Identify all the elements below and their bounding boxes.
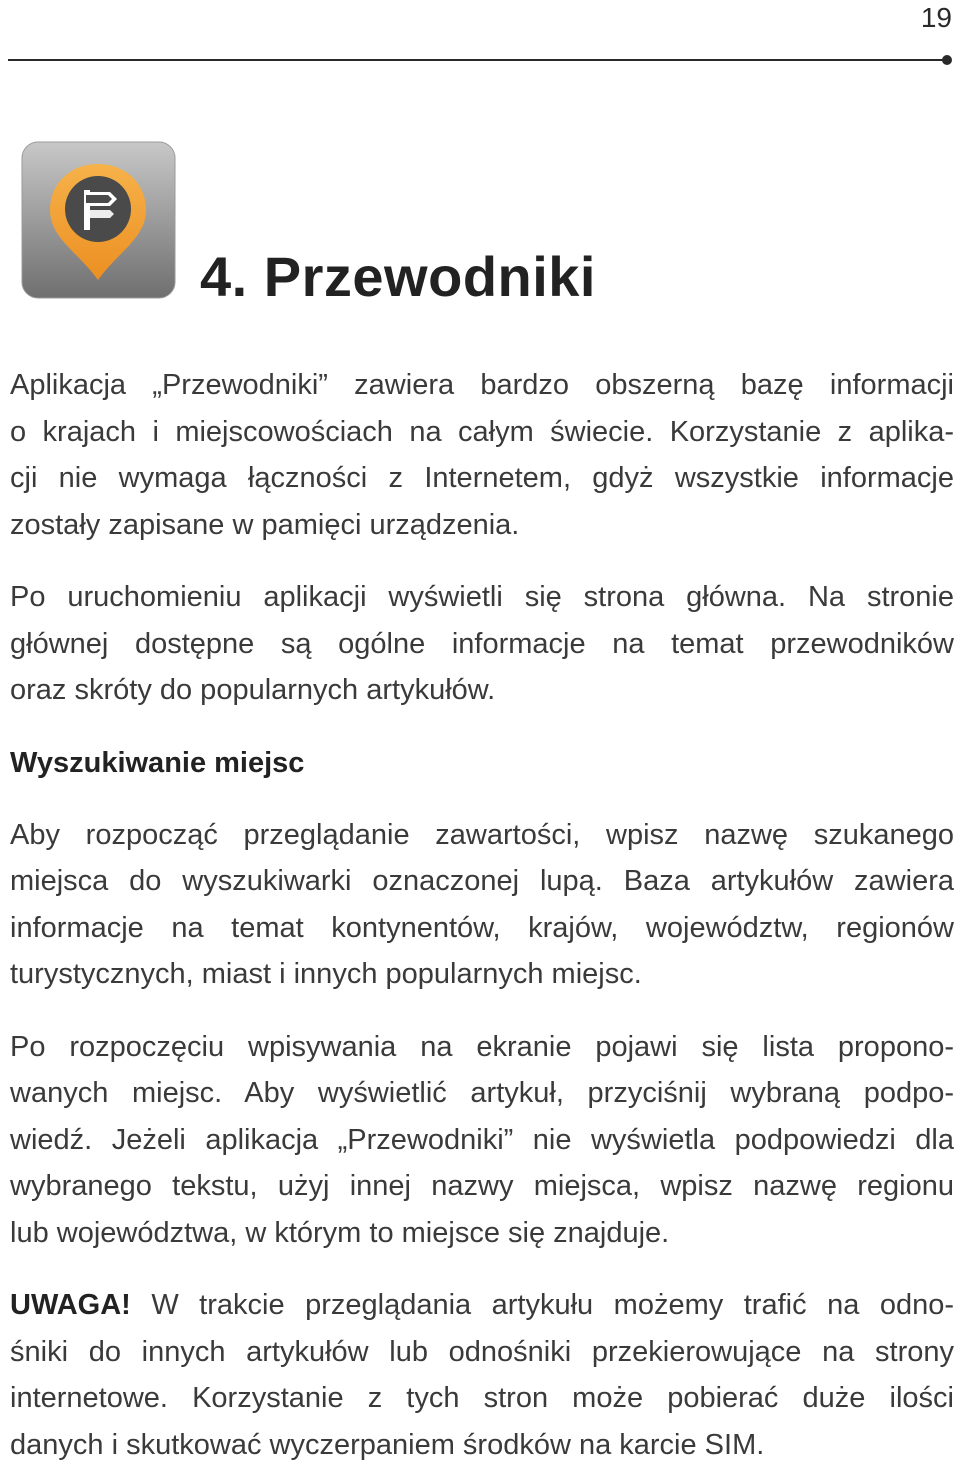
text-line: internetowe. Korzystanie z tych stron może pobierać duże ilości	[10, 1375, 954, 1422]
suggestions-paragraph	[10, 1024, 954, 1257]
page-content	[10, 362, 954, 1468]
text-line: informacje na temat kontynentów, krajów, województw, regionów	[10, 905, 954, 952]
page-number: 19	[921, 2, 952, 34]
warning-paragraph	[10, 1282, 954, 1468]
section-heading: Wyszukiwanie miejsc	[10, 740, 954, 786]
search-paragraph	[10, 812, 954, 998]
warning-label: UWAGA!	[10, 1289, 131, 1321]
text-line: o krajach i miejscowościach na całym świecie. Korzystanie z aplika-	[10, 409, 954, 456]
text-line: turystycznych, miast i innych popularnych miejsc.	[10, 951, 954, 998]
text-line: miejsca do wyszukiwarki oznaczonej lupą. Baza artykułów zawiera	[10, 858, 954, 905]
text-line: Po uruchomieniu aplikacji wyświetli się strona główna. Na stronie	[10, 574, 954, 621]
text-line: głównej dostępne są ogólne informacje na temat przewodników	[10, 621, 954, 668]
map-pin-signpost-icon	[20, 140, 177, 300]
text-line	[10, 1282, 954, 1329]
text-line: oraz skróty do popularnych artykułów.	[10, 667, 954, 714]
text-line: Aplikacja „Przewodniki” zawiera bardzo obszerną bazę informacji	[10, 362, 954, 409]
text-line: zostały zapisane w pamięci urządzenia.	[10, 502, 954, 549]
text-line: danych i skutkować wyczerpaniem środków na karcie SIM.	[10, 1422, 954, 1468]
text-line: Aby rozpocząć przeglądanie zawartości, wpisz nazwę szukanego	[10, 812, 954, 859]
text-line: cji nie wymaga łączności z Internetem, gdyż wszystkie informacje	[10, 455, 954, 502]
text-line: wiedź. Jeżeli aplikacja „Przewodniki” nie wyświetla podpowiedzi dla	[10, 1117, 954, 1164]
warning-first-line-text: W trakcie przeglądania artykułu możemy trafić na odno-	[131, 1289, 954, 1321]
intro-paragraph	[10, 362, 954, 548]
start-paragraph	[10, 574, 954, 714]
header-rule	[8, 59, 946, 61]
text-line: śniki do innych artykułów lub odnośniki przekierowujące na strony	[10, 1329, 954, 1376]
text-line: Po rozpoczęciu wpisywania na ekranie pojawi się lista propono-	[10, 1024, 954, 1071]
chapter-title: 4. Przewodniki	[200, 244, 596, 309]
text-line: wanych miejsc. Aby wyświetlić artykuł, przyciśnij wybraną podpo-	[10, 1070, 954, 1117]
text-line: lub województwa, w którym to miejsce się znajduje.	[10, 1210, 954, 1257]
header-rule-end-dot	[942, 55, 952, 65]
text-line: wybranego tekstu, użyj innej nazwy miejsca, wpisz nazwę regionu	[10, 1163, 954, 1210]
